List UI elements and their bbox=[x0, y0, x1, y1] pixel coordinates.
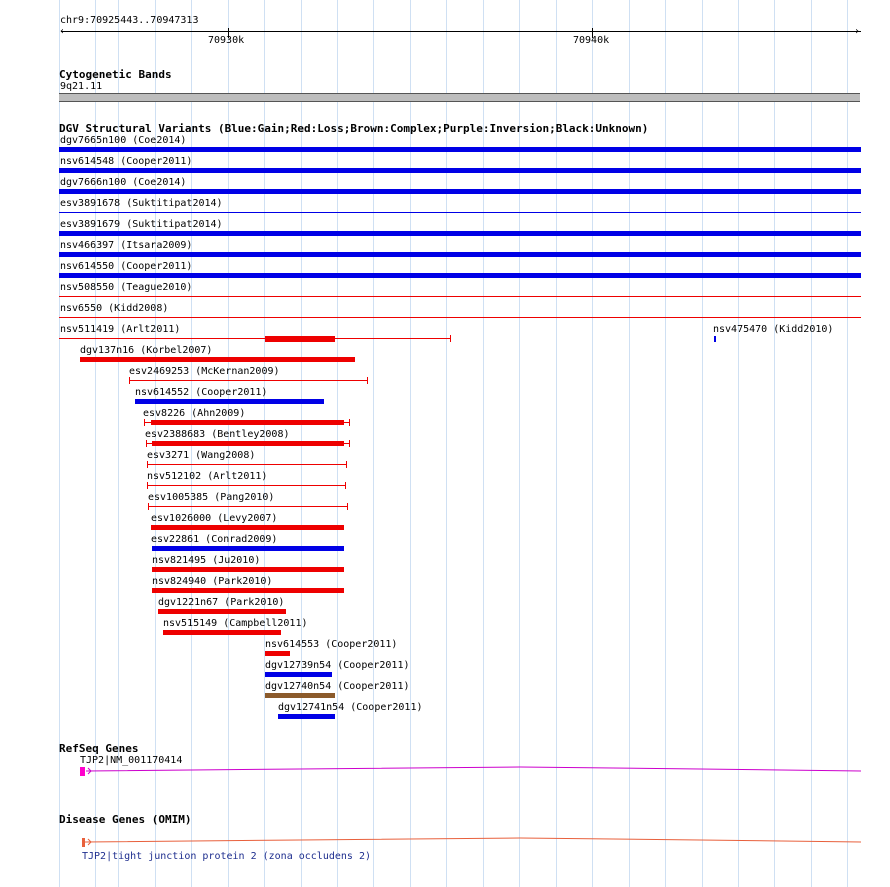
variant-bar[interactable] bbox=[59, 189, 861, 194]
variant-bar[interactable] bbox=[158, 609, 286, 614]
gene-exon bbox=[80, 767, 85, 776]
variant-label: esv3891679 (Suktitipat2014) bbox=[60, 219, 223, 230]
ruler-axis bbox=[61, 31, 861, 32]
dgv-track-title[interactable]: DGV Structural Variants (Blue:Gain;Red:Loss;Brown:Complex;Purple:Inversion;Black:Unknown) bbox=[59, 122, 649, 135]
variant-label: esv1005385 (Pang2010) bbox=[148, 492, 275, 503]
variant-bar[interactable] bbox=[148, 506, 348, 507]
grid-line bbox=[738, 0, 739, 887]
variant-label: nsv508550 (Teague2010) bbox=[60, 282, 193, 293]
variant-label: dgv7666n100 (Coe2014) bbox=[60, 177, 187, 188]
variant-end-cap bbox=[349, 419, 350, 426]
variant-label: dgv1221n67 (Park2010) bbox=[158, 597, 285, 608]
variant-bar[interactable] bbox=[59, 338, 451, 339]
variant-label: dgv12739n54 (Cooper2011) bbox=[265, 660, 410, 671]
variant-bar[interactable] bbox=[129, 380, 368, 381]
variant-bar[interactable] bbox=[59, 212, 861, 213]
variant-end-cap bbox=[349, 440, 350, 447]
variant-bar[interactable] bbox=[265, 336, 335, 342]
variant-bar[interactable] bbox=[163, 630, 281, 635]
omim-gene-feature[interactable] bbox=[0, 832, 890, 852]
gene-exon bbox=[82, 838, 85, 847]
cytoband-label: 9q21.11 bbox=[60, 81, 103, 92]
ruler-right-arrow: › bbox=[854, 26, 861, 37]
variant-bar[interactable] bbox=[59, 296, 861, 297]
variant-bar[interactable] bbox=[59, 273, 861, 278]
variant-bar[interactable] bbox=[152, 441, 344, 446]
variant-label: nsv515149 (Campbell2011) bbox=[163, 618, 308, 629]
variant-bar[interactable] bbox=[278, 714, 335, 719]
variant-bar[interactable] bbox=[147, 464, 347, 465]
variant-bar[interactable] bbox=[59, 168, 861, 173]
variant-bar[interactable] bbox=[147, 485, 346, 486]
grid-line bbox=[702, 0, 703, 887]
variant-label: esv3271 (Wang2008) bbox=[147, 450, 256, 461]
ruler-position: chr9:70925443..70947313 bbox=[60, 15, 199, 26]
refseq-gene-feature[interactable] bbox=[0, 760, 890, 780]
refseq-gene-label: TJP2|NM_001170414 bbox=[80, 755, 183, 766]
variant-label: nsv512102 (Arlt2011) bbox=[147, 471, 268, 482]
variant-end-cap bbox=[346, 461, 347, 468]
variant-label: esv3891678 (Suktitipat2014) bbox=[60, 198, 223, 209]
variant-end-cap bbox=[347, 503, 348, 510]
variant-label: nsv466397 (Itsara2009) bbox=[60, 240, 193, 251]
variant-label: esv1026000 (Levy2007) bbox=[151, 513, 278, 524]
variant-label: esv8226 (Ahn2009) bbox=[143, 408, 246, 419]
variant-bar[interactable] bbox=[152, 588, 344, 593]
variant-label: dgv12740n54 (Cooper2011) bbox=[265, 681, 410, 692]
variant-label: dgv12741n54 (Cooper2011) bbox=[278, 702, 423, 713]
gene-intron-line bbox=[86, 767, 861, 771]
variant-bar[interactable] bbox=[265, 672, 332, 677]
omim-gene-label[interactable]: TJP2|tight junction protein 2 (zona occludens 2) bbox=[82, 851, 371, 862]
variant-bar[interactable] bbox=[59, 231, 861, 236]
variant-bar[interactable] bbox=[151, 525, 344, 530]
variant-label: nsv821495 (Ju2010) bbox=[152, 555, 261, 566]
gene-intron-line bbox=[85, 838, 861, 842]
variant-bar[interactable] bbox=[59, 317, 861, 318]
variant-bar[interactable] bbox=[59, 147, 861, 152]
refseq-track-title[interactable]: RefSeq Genes bbox=[59, 742, 139, 755]
variant-bar[interactable] bbox=[59, 252, 861, 257]
variant-label: esv22861 (Conrad2009) bbox=[151, 534, 278, 545]
variant-label: nsv511419 (Arlt2011) bbox=[60, 324, 181, 335]
variant-bar[interactable] bbox=[135, 399, 324, 404]
variant-label: nsv475470 (Kidd2010) bbox=[713, 324, 834, 335]
variant-bar[interactable] bbox=[265, 693, 335, 698]
cytoband-bar[interactable] bbox=[59, 93, 860, 102]
omim-track-title[interactable]: Disease Genes (OMIM) bbox=[59, 813, 192, 826]
variant-bar[interactable] bbox=[152, 567, 344, 572]
cytogenetic-track-title[interactable]: Cytogenetic Bands bbox=[59, 68, 172, 81]
variant-label: dgv7665n100 (Coe2014) bbox=[60, 135, 187, 146]
variant-label: nsv614550 (Cooper2011) bbox=[60, 261, 193, 272]
variant-label: esv2388683 (Bentley2008) bbox=[145, 429, 290, 440]
variant-label: esv2469253 (McKernan2009) bbox=[129, 366, 280, 377]
grid-line bbox=[774, 0, 775, 887]
variant-label: dgv137n16 (Korbel2007) bbox=[80, 345, 213, 356]
variant-end-cap bbox=[450, 335, 451, 342]
ruler-left-arrow: ‹ bbox=[59, 26, 66, 37]
variant-end-cap bbox=[345, 482, 346, 489]
variant-label: nsv824940 (Park2010) bbox=[152, 576, 273, 587]
variant-bar[interactable] bbox=[714, 336, 716, 342]
variant-end-cap bbox=[367, 377, 368, 384]
ruler-tick-label: 70940k bbox=[573, 35, 610, 46]
variant-bar[interactable] bbox=[151, 420, 344, 425]
variant-label: nsv614553 (Cooper2011) bbox=[265, 639, 398, 650]
variant-bar[interactable] bbox=[152, 546, 344, 551]
variant-label: nsv6550 (Kidd2008) bbox=[60, 303, 169, 314]
grid-line bbox=[811, 0, 812, 887]
grid-line bbox=[847, 0, 848, 887]
variant-label: nsv614552 (Cooper2011) bbox=[135, 387, 268, 398]
variant-bar[interactable] bbox=[80, 357, 355, 362]
variant-label: nsv614548 (Cooper2011) bbox=[60, 156, 193, 167]
variant-bar[interactable] bbox=[265, 651, 290, 656]
grid-line bbox=[665, 0, 666, 887]
ruler-tick-label: 70930k bbox=[208, 35, 245, 46]
